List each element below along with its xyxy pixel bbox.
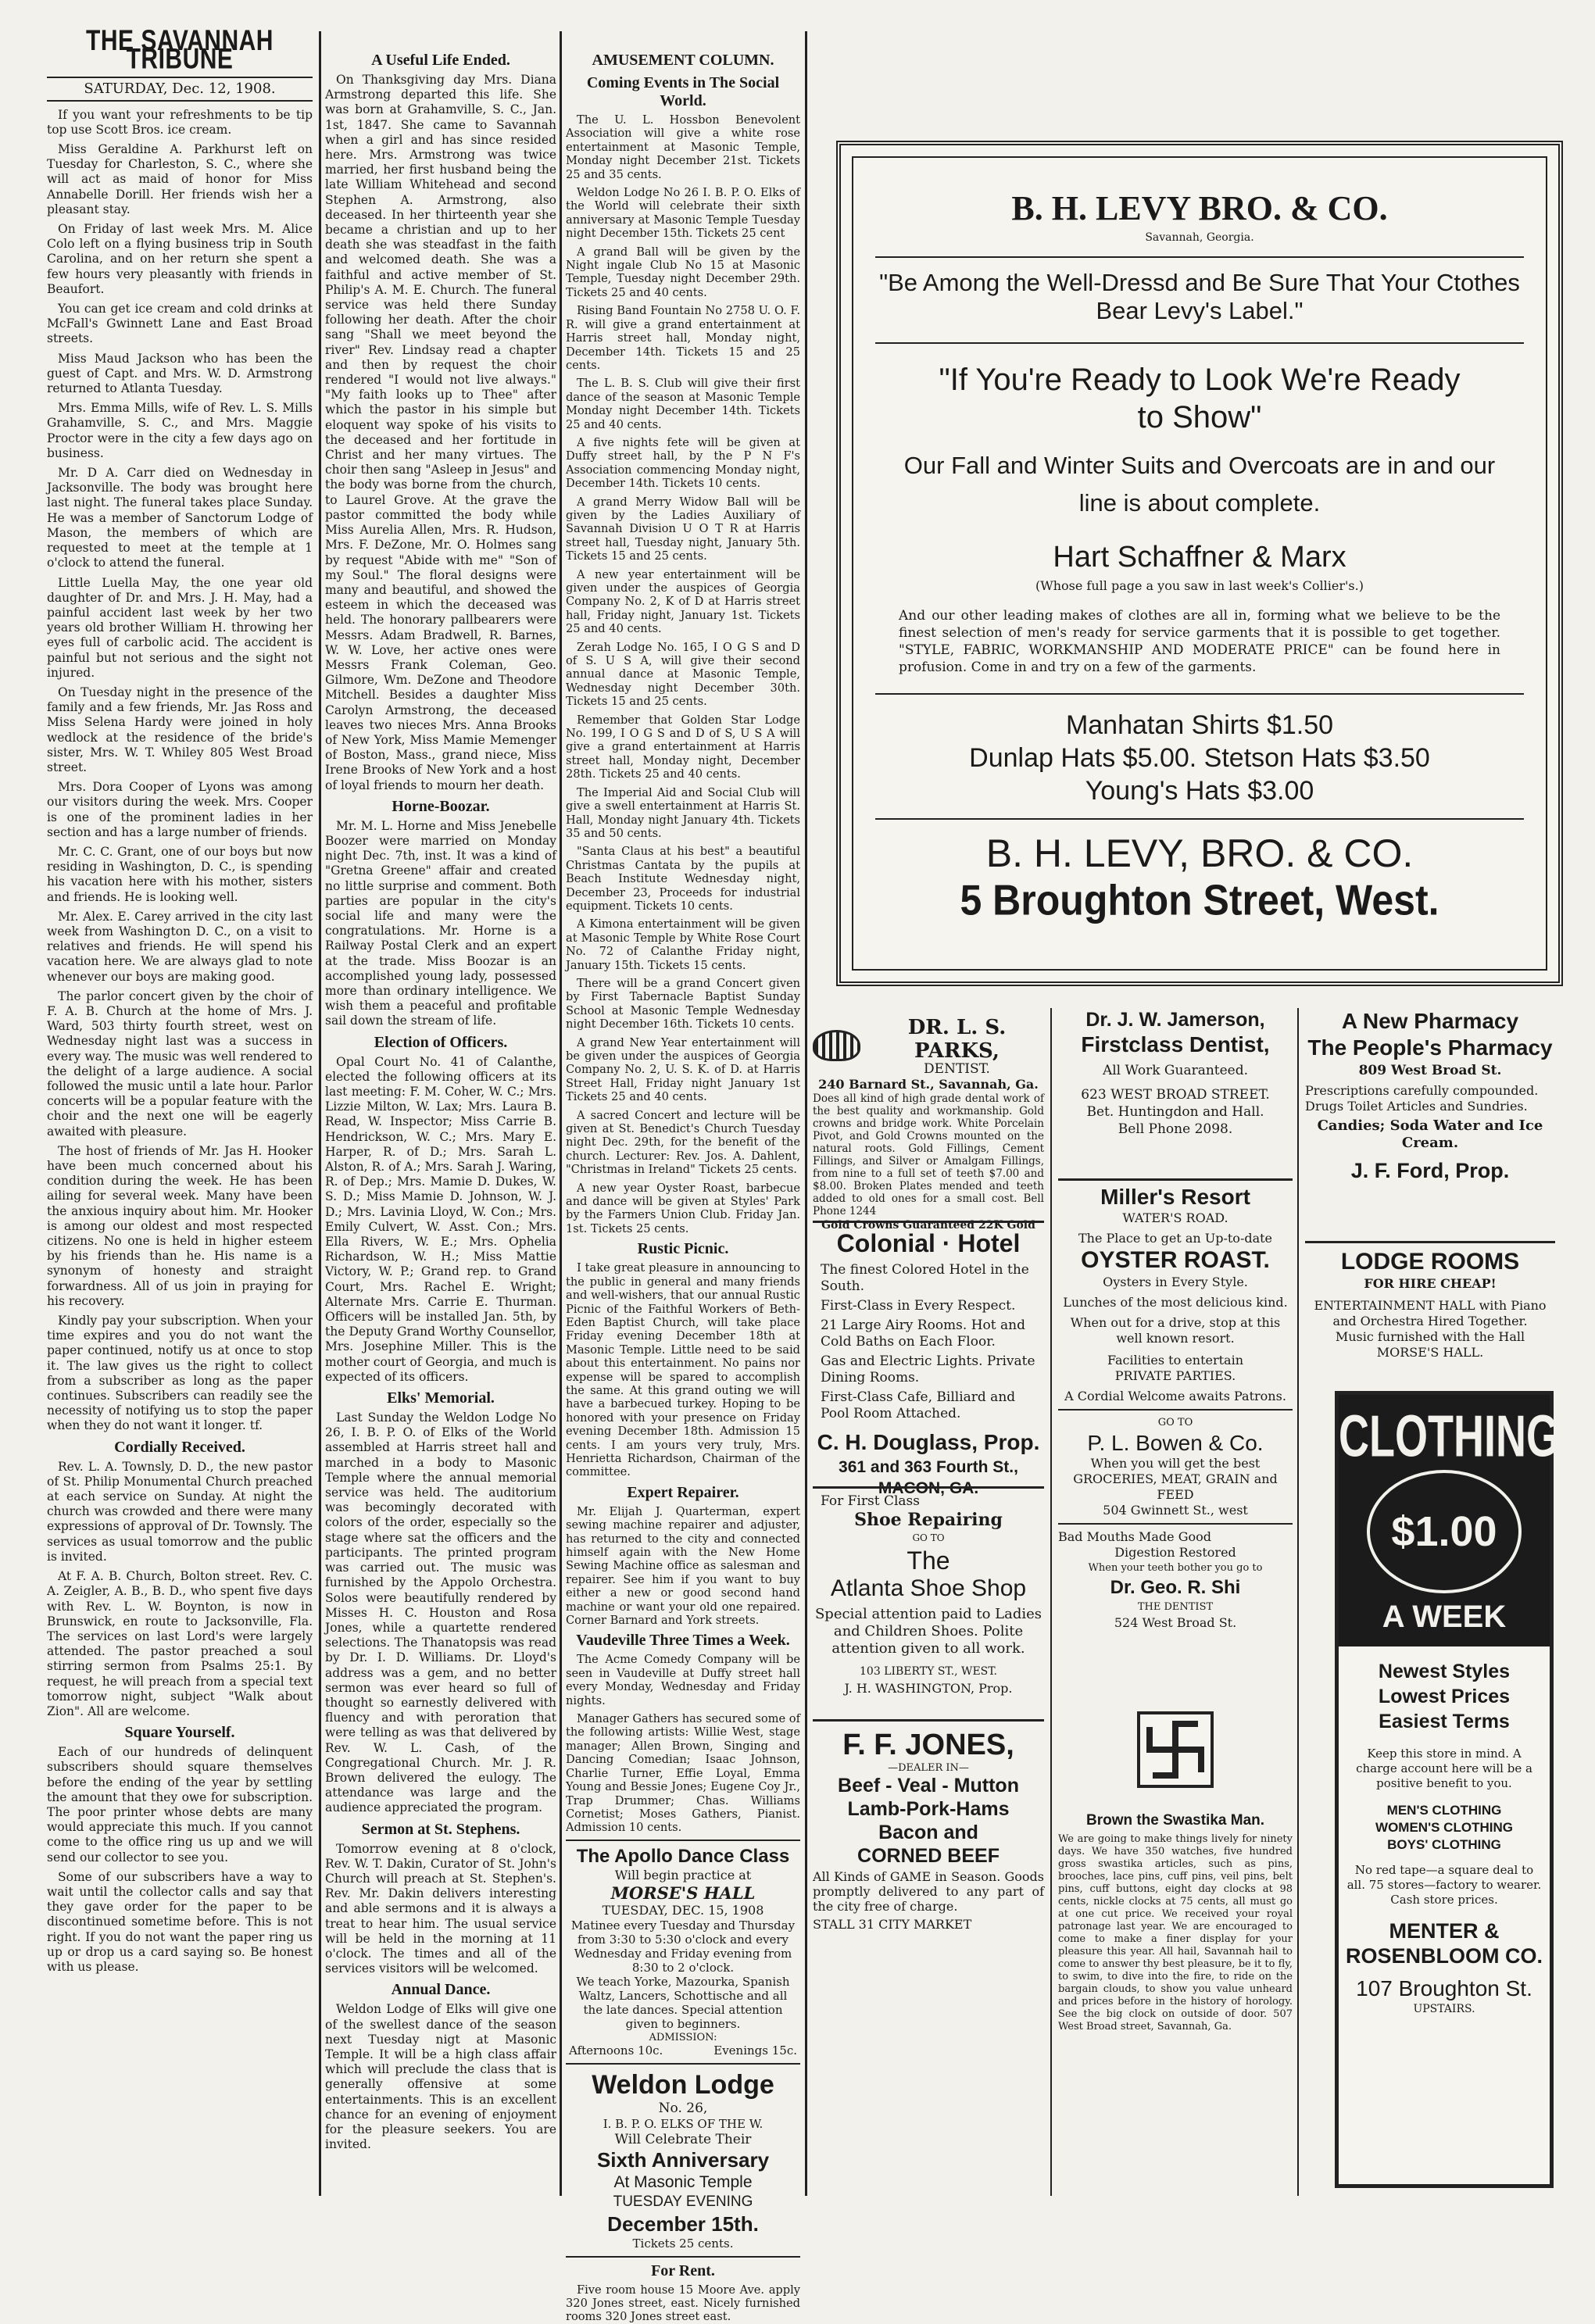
swastika-body: We are going to make things lively for ninety days. We have 350 watches, five hundred gross swastika articles, such as pins, brooches, lace pins, cuff pins, veil pins, belt pins, cuff buttons, eight day clocks at 98 cents, nickle clocks at 75 cents, all must go at one cut price. We received your royal patronage last year. We are encouraged to come to make a finer display for your pleasure this year. All hail, Savannah hail to come to answer thy best pleasure, be it to fly, to swim, to dive into the fire, to ride on the bargain clouds, to show you value unheard and prices before in the history of horology. See the big clock on outside of door. 507 West Broad street, Savannah, Ga. [1058,1833,1293,2033]
colonial-line: 21 Large Airy Rooms. Hot and Cold Baths on Each Floor. [821,1318,1025,1350]
miller-line: When out for a drive, stop at this well known resort. [1070,1315,1281,1346]
pharmacy-prop: J. F. Ford, Prop. [1350,1159,1510,1182]
clothing-price: $1.00 [1391,1508,1497,1555]
headline-cordially: Cordially Received. [114,1438,245,1456]
pharmacy-name: The People's Pharmacy [1307,1035,1553,1060]
headline-sermon: Sermon at St. Stephens. [361,1820,520,1838]
headline-square: Square Yourself. [124,1724,235,1742]
apollo-evening-price: Evenings 15c. [713,2043,797,2058]
colonial-title: Colonial · Hotel [836,1229,1021,1257]
parks-address: 240 Barnard St., Savannah, Ga. [818,1077,1039,1092]
headline-elks: Elks' Memorial. [387,1389,495,1407]
atlanta-shoe-ad [813,1486,1044,1720]
levy-price-young: Young's Hats $3.00 [1085,776,1314,806]
clothing-category: MEN'S CLOTHING [1386,1803,1502,1818]
levy-body: And our other leading makes of clothes are all in, forming what we believe to be the finest selection of men's ready for service garments that it is possible to get together. "STYLE, FABRIC, WORKMANSHIP AND MODERATE PRICE" can be found here in profusion. Come in and try on a few of the garments. [899,608,1500,675]
clothing-category: WOMEN'S CLOTHING [1375,1820,1513,1835]
column-rule [1050,1008,1052,2196]
lodge-line: Music furnished with the Hall [1335,1329,1525,1344]
levy-name: B. H. LEVY BRO. & CO. [1011,189,1388,227]
jamerson-line: All Work Guaranteed. [1102,1063,1249,1078]
column-rule [319,31,321,2196]
weldon-line: Will Celebrate Their [614,2131,752,2147]
weldon-date: December 15th. [607,2211,759,2236]
miller-line: Lunches of the most delicious kind. [1063,1295,1288,1310]
levy-suits-line: Our Fall and Winter Suits and Overcoats are in and our line is about complete. [903,452,1496,517]
article-paragraph: Tomorrow evening at 8 o'clock, Rev. W. T. Dakin, Curator of St. John's Church will preach at St. Stephen's. Rev. Mr. Dakin delivers interesting and able sermons and it is always a treat to hear him. The usual service will be held in the morning at 11 o'clock. The times and all of the services visitors will be welcomed. [325,1841,556,1976]
atlanta-body: Special attention paid to Ladies and Children Shoes. Polite attention given to all work. [814,1606,1042,1657]
headline-coming-events: Coming Events in The Social World. [586,74,780,109]
pharmacy-heading: A New Pharmacy [1341,1009,1519,1033]
clothing-body: Keep this store in mind. A charge account here will be a positive benefit to you. [1356,1747,1532,1790]
event-item: "Santa Claus at his best" a beautiful Christmas Cantata by the pupils at Beach Institute Wednesday night, December 23, Proceeds for industrial equipment. Tickets 10 cents. [566,845,800,913]
article-paragraph: Five room house 15 Moore Ave. apply 320 Jones street, east. Nicely furnished rooms 320 Jones street east. [566,2283,800,2324]
swastika-icon [1137,1711,1214,1788]
levy-bros-ad [836,141,1563,986]
miller-road: WATER'S ROAD. [1122,1210,1228,1225]
clothing-ad [1335,1391,1559,2188]
tooth-icon [813,1030,860,1061]
article-paragraph: Some of our subscribers have a way to wait until the collector calls and say that they gave order for the paper to be discontinued sometime before. This is not right. If you do not want the paper ring us up or drop us a card saying so. Be honest with us please. [47,1869,313,1974]
colonial-city: MACON, GA. [878,1479,979,1497]
jones-line: Lamb-Pork-Hams [847,1798,1010,1820]
atlanta-line: For First Class [821,1493,920,1509]
clothing-prices: Lowest Prices [1378,1686,1511,1707]
column-rule [805,31,807,2196]
article-paragraph: Manager Gathers has secured some of the following artists: Willie West, stage manager; Allen Brown, Singing and Dancing Comedian; Isaac Johnson, Charlie Turner, Effie Loyal, Emma Young and Bessie Jones; Eugene Coy Jr., Trap Drummer; Chas. Williams Cornetist; Moses Gathers, Pianist. Admission 10 cents. [566,1712,800,1835]
jamerson-line: Bet. Huntingdon and Hall. [1086,1104,1264,1120]
colonial-hotel-ad [813,1221,1044,1497]
weldon-order: I. B. P. O. ELKS OF THE W. [603,2116,764,2131]
event-item: The U. L. Hossbon Benevolent Association will give a white rose entertainment at Masonic Temple, Monday night December 21st. Tickets 25 and 35 cents. [566,113,800,181]
jones-meat-ad [813,1719,1044,1932]
news-item: You can get ice cream and cold drinks at McFall's Gwinnett Lane and East Broad streets. [47,302,313,346]
column-rule [560,31,562,2196]
event-item: A Kimona entertainment will be given at Masonic Temple by White Rose Court No. 72 of Calanthe Friday night, January 15th. Tickets 15 cents. [566,917,800,972]
article-paragraph: The Acme Comedy Company will be seen in Vaudeville at Duffy street hall every Monday, Wednesday and Friday nights. [566,1653,800,1707]
lodge-hall: MORSE'S HALL. [1376,1345,1484,1360]
apollo-line: Matinee every Tuesday and Thursday from 3:30 to 5:30 o'clock and every Wednesday and Friday evening from 8:30 to 2 o'clock. [570,1918,796,1975]
clothing-category: BOYS' CLOTHING [1387,1837,1501,1852]
parks-name: DR. L. S. PARKS, [907,1016,1007,1063]
clothing-company: MENTER & ROSENBLOOM CO. [1345,1919,1543,1968]
jones-line: Bacon and [878,1822,978,1843]
jamerson-name: Dr. J. W. Jamerson, [1085,1009,1265,1031]
event-item: A grand New Year entertainment will be given under the auspices of Georgia Company No. 2, U. S. K. of D. at Harris Street Hall, Friday night January 1st Tickets 25 and 40 cents. [566,1035,800,1104]
levy-city: Savannah, Georgia. [1145,231,1254,244]
article-paragraph: Weldon Lodge of Elks will give one of the swellest dance of the season next Tuesday nigt at Masonic Temple. It will be a high class affair which will preclude the class that is generally offensive at some entertainments. This is an excellent chance for an evening of enjoyment for the pleasure seekers. You are invited. [325,2002,556,2152]
headline-expert: Expert Repairer. [627,1483,739,1501]
event-item: Zerah Lodge No. 165, I O G S and D of S. U S A, will give their second annual dance at Masonic Temple, Wednesday night December 30th. Tickets 15 and 25 cents. [566,640,800,709]
event-item: A sacred Concert and lecture will be given at St. Benedict's Church Tuesday night Dec. 29th, for the benefit of the church. Lecturer: Rev. Jos. A. Dahlent, "Christmas in Ireland" Tickets 25 cents. [566,1108,800,1177]
apollo-line: We teach Yorke, Mazourka, Spanish Waltz, Lancers, Schottische and all the late dances. Special attention given to beginners. [576,1974,790,2031]
news-item: Miss Geraldine A. Parkhurst left on Tuesday for Charleston, S. C., where she will act as maid of honor for Miss Annabelle Dorill. Her friends wish her a pleasant stay. [47,142,313,216]
headline-vaudeville: Vaudeville Three Times a Week. [576,1632,790,1650]
news-item: The parlor concert given by the choir of F. A. B. Church at the home of Mrs. J. Ward, 503 thirty fourth street, west on Wednesday night last was a success in every way. The music was well rendered to the delight of a large audience. A social followed the music until a late hour. Parlor concerts will be a popular feature with the choir and the next one will be eagerly awaited with pleasure. [47,989,313,1139]
event-item: Rising Band Fountain No 2758 U. O. F. R. will give a grand entertainment at Harris street hall, Monday night, December 14th. Tickets 15 and 25 cents. [566,304,800,372]
colonial-line: First-Class Cafe, Billiard and Pool Room Attached. [821,1389,1016,1421]
event-item: There will be a grand Concert given by First Tabernacle Baptist Sunday School at Masonic Temple Wednesday night December 16th. Tickets 10 cents. [566,976,800,1031]
shi-address: 524 West Broad St. [1114,1615,1237,1630]
weldon-lodge-ad [566,2065,800,2258]
jamerson-title: Firstclass Dentist, [1081,1032,1270,1057]
shi-title: THE DENTIST [1137,1601,1214,1613]
masthead: THE SAVANNAH TRIBUNE [86,24,274,76]
colonial-line: First-Class in Every Respect. [821,1298,1016,1314]
headline-for-rent: For Rent. [651,2261,715,2279]
clothing-week: A WEEK [1382,1600,1507,1634]
levy-brand-note: (Whose full page a you saw in last week's Collier's.) [1035,578,1364,593]
levy-address: 5 Broughton Street, West. [960,876,1439,924]
jamerson-phone: Bell Phone 2098. [1118,1121,1233,1137]
jamerson-ad [1058,1008,1293,1172]
pharmacy-line: Candies; Soda Water and Ice Cream. [1317,1117,1543,1151]
colonial-line: The finest Colored Hotel in the South. [821,1262,1029,1294]
headline-useful-life: A Useful Life Ended. [371,52,510,69]
shi-name: Dr. Geo. R. Shi [1110,1577,1241,1598]
levy-name-large: B. H. LEVY, BRO. & CO. [985,831,1414,875]
shi-line: When your teeth bother you go to [1088,1562,1263,1574]
column-rule [1297,1008,1299,2196]
miller-oyster: OYSTER ROAST. [1081,1247,1270,1273]
apollo-ad [566,1840,800,2065]
jones-body: All Kinds of GAME in Season. Goods promptly delivered to any part of the city free of charge. [813,1869,1044,1914]
jones-dealer: —DEALER IN— [888,1762,969,1774]
weldon-no: No. 26, [658,2100,708,2116]
apollo-admission: ADMISSION: [649,2031,717,2043]
parks-title: DENTIST. [924,1061,990,1077]
miller-line: A Cordial Welcome awaits Patrons. [1064,1389,1286,1403]
miller-name: Miller's Resort [1100,1185,1250,1209]
swastika-title: Brown the Swastika Man. [1085,1812,1265,1829]
event-item: The L. B. S. Club will give their first dance of the season at Masonic Temple Monday night December 14th. Tickets 25 and 40 cents. [566,377,800,431]
lodge-heading: LODGE ROOMS [1340,1249,1520,1275]
dateline: SATURDAY, Dec. 12, 1908. [47,77,313,101]
clothing-upstairs: UPSTAIRS. [1413,2003,1475,2015]
news-item: On Tuesday night in the presence of the family and a few friends, Mr. Jas Ross and Miss Selena Hardy were joined in holy wedlock at the residence of the bride's sister, Mrs. W. T. Whiley 805 West Broad street. [47,685,313,774]
article-paragraph: At F. A. B. Church, Bolton street. Rev. C. A. Zeigler, A. B., B. D., who spent five days with Rev. L. W. Boynton, is now in Brunswick, en route to Jacksonville, Fla. The services on last Lord's were largely attended. The pastor preached a soul stirring sermon from Psalms 25:1. By request, he will preach from a special text tomorrow night, subject "Walk about Zion". All are welcome. [47,1569,313,1718]
atlanta-the: The [907,1546,950,1575]
event-item: A new year Oyster Roast, barbecue and dance will be given at Styles' Park by the Farmers Union Club. Friday Jan. 1st. Tickets 25 cents. [566,1181,800,1235]
column-1 [47,24,313,2196]
news-item: Mrs. Dora Cooper of Lyons was among our visitors during the week. Mrs. Cooper is one of the prominent ladies in her section and has a large number of friends. [47,780,313,839]
clothing-terms: Easiest Terms [1379,1711,1510,1732]
column-2 [325,52,556,2201]
article-paragraph: I take great pleasure in announcing to the public in general and many friends and well-wishers, that our annual Rustic Picnic of the Faithful Workers of Beth-Eden Baptist Church, will take place Friday evening December 18th at Masonic Temple. Little need to be said about this entertainment. No pains nor expense will be spared to accomplish the same. At this grand outing we will have a barbecued turkey. Hoping to be honored with your presence on Friday evening December 18th. Admission 15 cents. I am yours very truly, Mrs. Henrietta Richardson, Chairman of the committee. [566,1261,800,1479]
parks-guarantee: Gold Crowns Guaranteed 22K Gold [821,1219,1035,1232]
miller-line: Oysters in Every Style. [1103,1275,1248,1289]
clothing-body: No red tape—a square deal to all. 75 stores—factory to wearer. Cash store prices. [1346,1863,1542,1907]
article-paragraph: On Thanksgiving day Mrs. Diana Armstrong departed this life. She was born at Grahamville, S. C., Jan. 1st, 1847. She came to Savannah when a girl and has since resided here. Mrs. Armstrong was twice married, her first husband being the late William Whitehead and second Stephen A. Armstrong, also deceased. In her thirteenth year she became a christian and up to her death she was steadfast in the faith and welcomed death. She was a faithful and active member of St. Philip's A. M. E. Church. The funeral service was held there Sunday following her death. After the choir sang "Shall we meet beyond the river" Rev. Lindsay read a chapter and then by request the choir rendered "I would not live always." "My faith looks up to Thee" after which the pastor in his simple but eloquent way spoke of his visits to the deceased and her fortitude in Christ and her many virtues. The choir then sang "Asleep in Jesus" and the body was borne from the church, to Laurel Grove. At the grave the pastor committed the body while Miss Aurelia Allen, Mrs. R. Hudson, Mrs. F. DeZone, Mr. O. Holmes sang by request "Abide with me" "Son of my Soul." The floral designs were many and beautiful, and showed the esteem in which the deceased was held. The honorary pallbearers were Messrs. Adam Bradwell, R. Barnes, W. W. Love, her active ones were Messrs Frank Coleman, Geo. Gilmore, Wm. DeZone and Theodore Mitchell. Besides a daughter Miss Carolyn Armstrong, the deceased leaves two nieces Mrs. Anna Brooks of New York, Miss Mamie Memenger of Boston, Mass., grand niece, Miss Irene Brooks of New York and a host of loyal friends to mourn her death. [325,73,556,792]
event-item: Weldon Lodge No 26 I. B. P. O. Elks of the World will celebrate their sixth anniversary at Masonic Temple Tuesday night December 15th. Tickets 25 cent [566,186,800,241]
news-item: If you want your refreshments to be tip top use Scott Bros. ice cream. [47,107,313,137]
clothing-address: 107 Broughton St. [1356,1976,1532,2000]
article-paragraph: Mr. Elijah J. Quarterman, expert sewing machine repairer and adjuster, has returned to the city and connected himself again with the New Home Sewing Machine office as salesman and repairer. See him if you want to buy either a new or good second hand machine or want your old one repaired. Corner Barnard and York streets. [566,1504,800,1628]
event-item: A grand Merry Widow Ball will be given by the Ladies Auxiliary of Savannah Division U O T R at Harris street hall, Tuesday night, January 5th. Tickets 15 and 25 cents. [566,495,800,563]
apollo-line: Will begin practice at [614,1867,752,1882]
article-paragraph: Rev. L. A. Townsly, D. D., the new pastor of St. Philip Monumental Church preached at each service on Sunday. At night the church was crowded and there were many expressions of approval of Dr. Townsly. The services as usual tomorrow and the public is invited. [47,1459,313,1564]
shi-line: Bad Mouths Made Good [1058,1529,1211,1544]
atlanta-service: Shoe Repairing [854,1510,1003,1530]
event-item: A new year entertainment will be given under the auspices of Georgia Company No. 2, K of D at Harris street hall, Friday night, January 1st. Tickets 25 and 40 cents. [566,567,800,636]
article-paragraph: Each of our hundreds of delinquent subscribers should square themselves before the ending of the year by settling the amount that they owe for subscription. The poor printer whose debts are many would appreciate this much. If you cannot come to the office ring us up and we will send our collector to see you. [47,1745,313,1865]
lodge-line: ENTERTAINMENT HALL with Piano and Orchestra Hired Together. [1314,1298,1547,1328]
levy-slogan-ready: "If You're Ready to Look We're Ready to Show" [939,363,1461,434]
news-item: Kindly pay your subscription. When your time expires and you do not want the paper continued, notify us at once to stop it. The law gives us the right to collect from a subscriber as long as the paper continues. Subscribers can readily see the necessity of notifying us to stop the paper when they do not want it longer. tf. [47,1314,313,1433]
dr-parks-ad [813,1016,1044,1232]
pharmacy-address: 809 West Broad St. [1358,1063,1502,1078]
apollo-afternoon-price: Afternoons 10c. [569,2043,663,2058]
lodge-sub: FOR HIRE CHEAP! [1364,1276,1497,1291]
news-item: On Friday of last week Mrs. M. Alice Colo left on a flying business trip in South Carolina, and on her return she spent a few hours very pleasantly with friends in Beaufort. [47,222,313,296]
event-item: A grand Ball will be given by the Night ingale Club No 15 at Masonic Temple, Tuesday night December 29th. Tickets 25 and 40 cents. [566,245,800,299]
atlanta-address: 103 LIBERTY ST., WEST. [860,1665,997,1678]
lodge-rooms-ad [1305,1241,1555,1381]
jones-stall: STALL 31 CITY MARKET [813,1917,972,1932]
pharmacy-ad [1305,1008,1555,1235]
colonial-line: Gas and Electric Lights. Private Dining Rooms. [821,1353,1035,1385]
levy-price-shirts: Manhatan Shirts $1.50 [1065,710,1334,740]
news-item: Mr. D A. Carr died on Wednesday in Jacksonville. The body was brought here last night. The funeral takes place Sunday. He was a member of Sanctorum Lodge of Mason, the members of which are requested to meet at the temple at 1 o'clock to attend the funeral. [47,466,313,570]
headline-amusement: AMUSEMENT COLUMN. [592,52,774,69]
apollo-venue: MORSE'S HALL [610,1882,756,1903]
news-item: Mr. C. C. Grant, one of our boys but now residing in Washington, D. C., is spending his vacation here with his mother, sisters and friends. He is looking well. [47,844,313,904]
parks-body: Does all kind of high grade dental work of the best quality and workmanship. Gold crowns and bridge work. White Porcelain Pivot, and Gold Crowns mounted on the natural roots. Gold Fillings, Cement Fillings, and Silver or Amalgam Fillings, from nine to a full set of teeth $7.00 and $8.00. Broken Plates mended and teeth added to old ones for a small cost. Bell Phone 1244 [813,1092,1044,1217]
levy-price-hats: Dunlap Hats $5.00. Stetson Hats $3.50 [969,743,1430,773]
colonial-address: 361 and 363 Fourth St., [839,1458,1018,1476]
jones-name: F. F. JONES, [842,1729,1014,1761]
bowen-line: GROCERIES, MEAT, GRAIN and FEED [1073,1471,1278,1502]
price-badge [1367,1470,1522,1593]
pharmacy-line: Prescriptions carefully compounded. [1305,1083,1539,1098]
event-item: A five nights fete will be given at Duffy street hall, by the P N F's Association commencing Monday night, December 14th. Tickets 10 cents. [566,435,800,491]
event-item: The Imperial Aid and Social Club will give a swell entertainment at Harris St. Hall, Monday night January 4th. Tickets 35 and 50 cents. [566,785,800,840]
weldon-evening: TUESDAY EVENING [613,2193,753,2210]
apollo-title: The Apollo Dance Class [576,1845,790,1867]
article-paragraph: Opal Court No. 41 of Calanthe, elected the following officers at its last meeting: F. M. Coher, W. C.; Mrs. Lizzie Milton, W. Lax; Mrs. Laura B. Read, W. Inspector; Miss Carrie B. Hendrickson, W. C.; Mrs. Mary E. Harper, R. of D.; Mrs. Sarah L. Alston, R. of A.; Mrs. Sarah J. Waring, R. of Dep.; Mrs. Mamie D. Dukes, W. S. D.; Miss Mamie D. Johnson, W. J. D.; Mrs. Lavinia Lloyd, W. Con.; Mrs. Emily Culvert, W. Asst. Con.; Mrs. Ella Rivers, W. E.; Mrs. Ophelia Richardson, W. H.; Miss Mattie Victory, W. P.; Grand rep. to Grand Court, Mrs. Rachel E. Wright; Alternate Mrs. Carrie E. Thurman. Officers will be installed Jan. 5th, by the Deputy Grand Worthy Counsellor, Mrs. Josephine Miller. This is the mother court of Georgia, and much is expected of its officers. [325,1054,556,1384]
bowen-goto: GO TO [1157,1417,1193,1428]
levy-brand: Hart Schaffner & Marx [1053,541,1346,574]
bowen-address: 504 Gwinnett St., west [1103,1503,1248,1518]
atlanta-shop-name: Atlanta Shoe Shop [830,1575,1027,1601]
event-item: Remember that Golden Star Lodge No. 199, I O G S and D of S, U S A will give a grand entertainment at Harris street hall, Monday night, December 28th. Tickets 25 and 40 cents. [566,713,800,781]
news-item: Mrs. Emma Mills, wife of Rev. L. S. Mills Grahamville, S. C., and Mrs. Maggie Proctor were in the city a few days ago on business. [47,401,313,460]
atlanta-prop: J. H. WASHINGTON, Prop. [844,1681,1013,1696]
article-paragraph: Last Sunday the Weldon Lodge No 26, I. B. P. O. of Elks of the World assembled at Harris street hall and marched in a body to Masonic Temple where the annual memorial service was held. The auditorium was becomingly decorated with colors of the order, especially so the stage where sat the officers and the participants. The printed program was carried out. The music was furnished by the Appolo Orchestra. Solos were beautifully rendered by Misses H. C. Houston and Rosa Jones, while a quartette rendered selections. The Thanatopsis was read by Dr. I. D. Williams. Dr. Lloyd's address was a gem, and no better sermon was ever heard so full of thought so earnestly delivered with fluency and with peroration that were telling as was that delivered by Rev. W. L. Cash, of the Congregational Church. Mr. J. R. Brown delivered the eulogy. The attendance was large and the audience appreciated the program. [325,1410,556,1815]
news-item: The host of friends of Mr. Jas H. Hooker have been much concerned about his condition during the week. He has been ailing for several week. Many have been the anxious inquiry about him. Mr. Hooker is among our oldest and most respected citizens. No one is held in higher esteem by his friends than he. His name is a synonym of honesty and straight forwardness. All of us join in praying for his recovery. [47,1143,313,1308]
news-item: Mr. Alex. E. Carey arrived in the city last week from Washington D. C., on a visit to relatives and friends. He will spend his vacation here. We are always glad to note whenever our boys are making good. [47,909,313,984]
weldon-venue: At Masonic Temple [613,2172,753,2191]
swastika-ad [1058,1680,1293,2196]
miller-line: Facilities to entertain [1107,1353,1244,1368]
levy-slogan: "Be Among the Well-Dressd and Be Sure That Your Ctothes Bear Levy's Label." [879,269,1520,324]
apollo-date: TUESDAY, DEC. 15, 1908 [602,1902,764,1918]
miller-line: PRIVATE PARTIES. [1114,1368,1236,1383]
headline-horne-boozar: Horne-Boozar. [392,797,490,815]
jamerson-address: 623 WEST BROAD STREET. [1081,1087,1270,1103]
miller-resort-ad [1058,1178,1293,1653]
weldon-anniversary: Sixth Anniversary [596,2147,770,2172]
colonial-prop: C. H. Douglass, Prop. [817,1430,1040,1454]
headline-election: Election of Officers. [374,1033,508,1051]
miller-line: The Place to get an Up-to-date [1078,1231,1273,1246]
column-3 [566,52,800,2324]
news-item: Miss Maud Jackson who has been the guest of Capt. and Mrs. W. D. Armstrong returned to Atlanta Tuesday. [47,351,313,396]
weldon-title: Weldon Lodge [592,2069,774,2100]
article-paragraph: Mr. M. L. Horne and Miss Jenebelle Boozer were married on Monday night Dec. 7th, inst. It was a kind of "Gretna Greene" affair and created no little surprise and comment. Both parties are popular in the city's social life and many were the congratulations. Mr. Horne is a Railway Postal Clerk and an expert at the trade. Miss Boozar is an accomplished young lady, possessed more than ordinary intelligence. We wish them a peaceful and profitable sail down the stream of life. [325,818,556,1028]
jones-line: CORNED BEEF [857,1845,1000,1867]
clothing-heading: CLOTHING [1339,1403,1559,1470]
news-item: Little Luella May, the one year old daughter of Dr. and Mrs. J. H. May, had a painful accident last week by her two years old brother William H. throwing her eyes full of carbolic acid. The accident is painful but not serious and the sight not injured. [47,575,313,680]
headline-dance: Annual Dance. [391,1981,491,1999]
jones-line: Beef - Veal - Mutton [838,1775,1019,1797]
headline-rustic-picnic: Rustic Picnic. [637,1240,729,1258]
bowen-line: When you will get the best [1090,1456,1261,1471]
atlanta-goto: GO TO [912,1532,945,1543]
shi-line: Digestion Restored [1114,1545,1236,1560]
pharmacy-line: Drugs Toilet Articles and Sundries. [1305,1099,1528,1114]
weldon-tickets: Tickets 25 cents. [632,2236,734,2251]
clothing-styles: Newest Styles [1378,1661,1511,1682]
bowen-name: P. L. Bowen & Co. [1087,1431,1264,1455]
